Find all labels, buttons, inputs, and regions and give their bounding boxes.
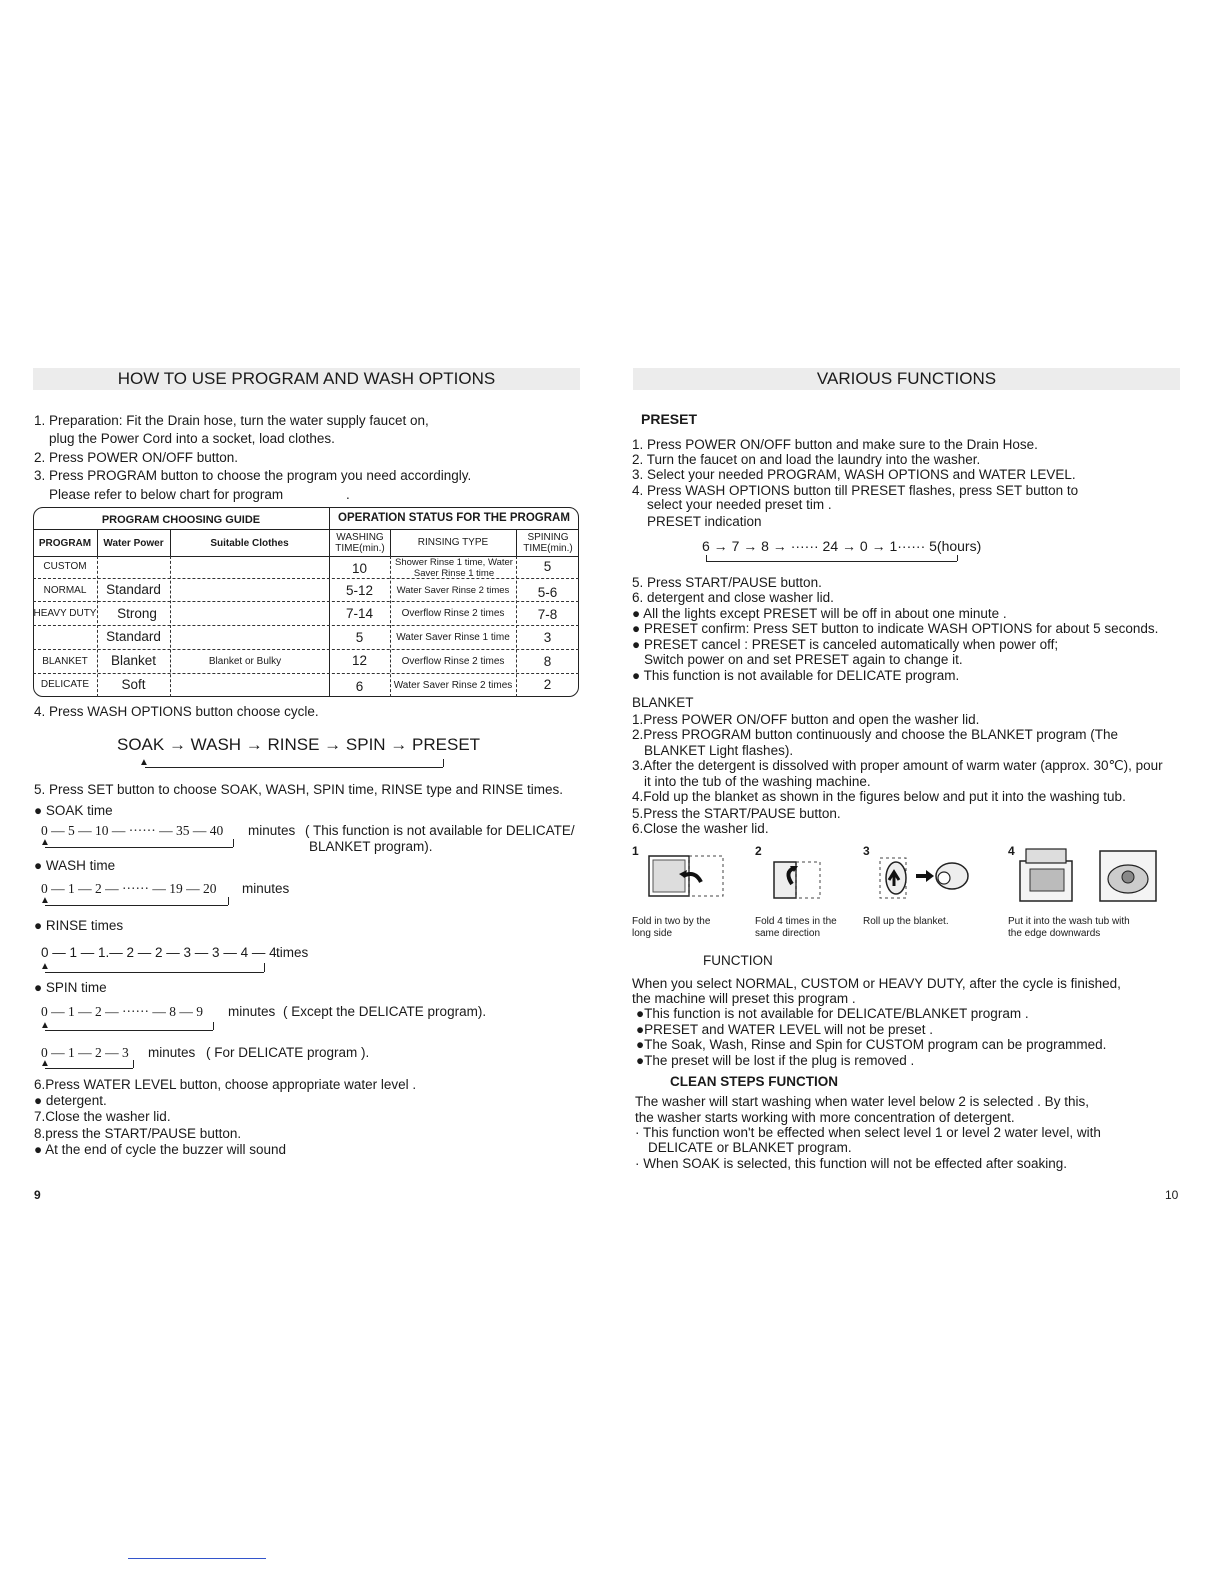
return-arrow-icon: ▲ (40, 1058, 50, 1069)
col-rinsing-type: RINSING TYPE (417, 537, 489, 548)
wash-label: ● WASH time (34, 858, 116, 873)
figure-1-number: 1 (632, 844, 639, 858)
step-8: 8.press the START/PAUSE button. (34, 1126, 242, 1141)
function-title: FUNCTION (703, 953, 773, 968)
page-number-right: 10 (1165, 1188, 1179, 1202)
clean-steps-title: CLEAN STEPS FUNCTION (670, 1074, 839, 1089)
table-row: DELICATE (40, 679, 90, 690)
col-water-power: Water Power (103, 538, 164, 549)
fold-blanket-icon (645, 852, 727, 900)
preset-title: PRESET (641, 411, 698, 427)
step-3: 3. Press PROGRAM button to choose the program you need accordingly. (34, 468, 472, 483)
col-spining-time: SPINING TIME(min.) (523, 532, 573, 554)
step-7: 7.Close the washer lid. (34, 1109, 171, 1124)
step-2: 2. Press POWER ON/OFF button. (34, 450, 239, 465)
col-washing-time: WASHING TIME(min.) (335, 532, 385, 554)
right-banner: VARIOUS FUNCTIONS (633, 368, 1180, 390)
detergent-line: ● detergent. (34, 1093, 107, 1108)
step-3-cont: Please refer to below chart for program (49, 487, 284, 502)
table-row: CUSTOM (43, 561, 87, 572)
table-row: HEAVY DUTY (33, 608, 97, 619)
roll-blanket-icon (876, 852, 972, 904)
rinse-sequence: 0 — 1 — 1.— 2 — 2 — 3 — 3 — 4 — 4. (41, 945, 281, 960)
wash-sequence: 0 — 1 — 2 — ······ — 19 — 20 (41, 881, 217, 896)
rinse-label: ● RINSE times (34, 918, 124, 933)
spin-label: ● SPIN time (34, 980, 107, 995)
preset-sequence: 6 → 7 → 8 → ······ 24 → 0 → 1······ 5(hours) (702, 538, 982, 554)
step-1-cont: plug the Power Cord into a socket, load clothes. (49, 431, 335, 446)
spin-delicate-sequence: 0 — 1 — 2 — 3 (41, 1045, 129, 1060)
soak-label: ● SOAK time (34, 803, 113, 818)
table-row: NORMAL (43, 585, 87, 596)
blanket-title: BLANKET (632, 695, 694, 710)
step-4: 4. Press WASH OPTIONS button choose cycle. (34, 704, 319, 719)
washer-tub-icon (1016, 847, 1162, 905)
soak-sequence: 0 — 5 — 10 — ······ — 35 — 40 (41, 823, 224, 838)
footer-rule (128, 1558, 266, 1559)
figure-4-number: 4 (1008, 844, 1015, 858)
page-number-left: 9 (34, 1188, 41, 1202)
table-row: BLANKET (42, 656, 88, 667)
col-suitable-clothes: Suitable Clothes (210, 538, 289, 549)
return-arrow-icon: ▲ (40, 1020, 50, 1031)
cycle-sequence: SOAK → WASH → RINSE → SPIN → PRESET (117, 735, 481, 754)
end-note: ● At the end of cycle the buzzer will sound (34, 1142, 287, 1157)
left-banner: HOW TO USE PROGRAM AND WASH OPTIONS (33, 368, 580, 390)
figure-2-number: 2 (755, 844, 762, 858)
figure-3-number: 3 (863, 844, 870, 858)
step-1: 1. Preparation: Fit the Drain hose, turn the water supply faucet on, (34, 413, 429, 428)
fold-four-times-icon (770, 856, 826, 902)
step-3-period: . (346, 487, 350, 502)
step-5: 5. Press SET button to choose SOAK, WASH, SPIN time, RINSE type and RINSE times. (34, 782, 563, 797)
return-arrow-icon: ▲ (139, 757, 149, 768)
col-program: PROGRAM (38, 538, 92, 549)
step-6: 6.Press WATER LEVEL button, choose appropriate water level . (34, 1077, 417, 1092)
return-arrow-icon: ▲ (40, 837, 50, 848)
return-arrow-icon: ▲ (40, 961, 50, 972)
table-group-right: OPERATION STATUS FOR THE PROGRAM (338, 512, 570, 524)
table-group-left: PROGRAM CHOOSING GUIDE (101, 514, 261, 526)
soak-note: ( This function is not available for DELICATE/ (305, 823, 575, 838)
spin-sequence: 0 — 1 — 2 — ······ — 8 — 9 (41, 1004, 203, 1019)
return-arrow-icon: ▲ (40, 895, 50, 906)
